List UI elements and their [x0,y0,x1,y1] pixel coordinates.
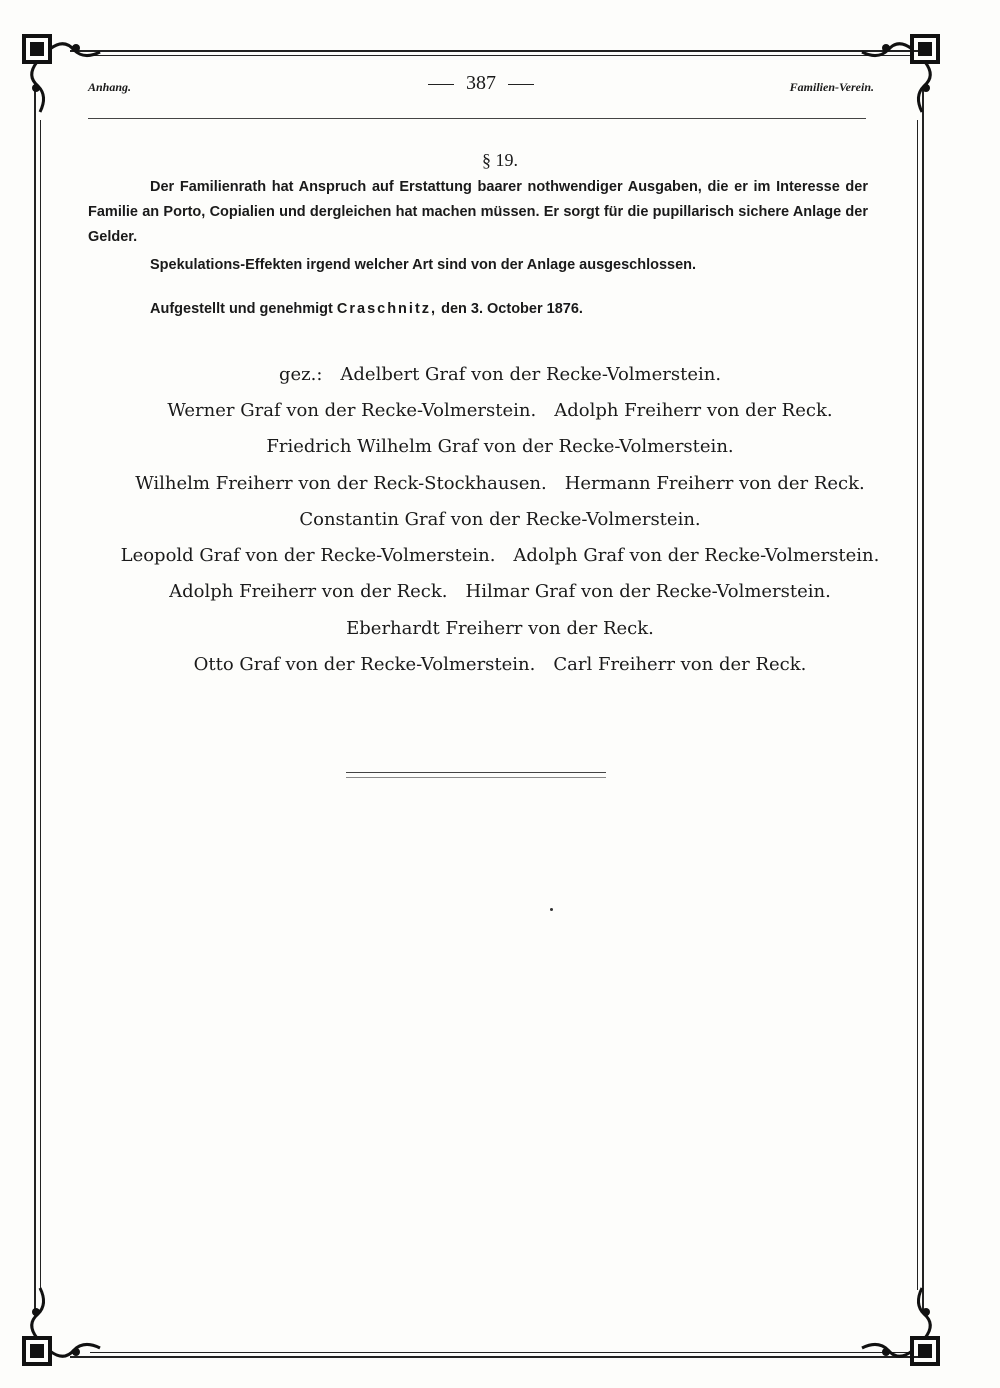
signature-name: Carl Freiherr von der Reck. [553,654,807,675]
signature-line-4 [0,473,1000,494]
frame-bottom-line [70,1356,930,1358]
signature-name: Wilhelm Freiherr von der Reck-Stockhausen. [135,473,547,494]
approval-line [150,301,583,317]
closing-rule [346,772,606,778]
signature-name: Leopold Graf von der Recke-Volmerstein. [120,545,496,566]
section-title: § 19. [482,150,518,170]
page-number-dash-left [428,84,454,85]
signature-name: Werner Graf von der Recke-Volmerstein. [167,400,537,421]
frame-right-line [922,90,924,1310]
page-number: 387 [466,72,496,94]
signature-line-3 [0,436,1000,457]
signature-name: Eberhardt Freiherr von der Reck. [346,618,654,639]
approval-prefix: Aufgestellt und genehmigt [150,301,333,317]
approval-date: den 3. October 1876. [441,301,583,317]
approval-place: Craschnitz, [336,301,438,317]
frame-top-line-inner [90,55,910,56]
frame-right-line-inner [917,120,918,1290]
paragraph-speculation: Spekulations-Effekten irgend welcher Art sind von der Anlage ausgeschlossen. [150,257,697,273]
ornament-bottom-right-icon [856,1282,948,1374]
header-chapter-name: Familien-Verein. [789,80,874,94]
frame-left-line [34,90,36,1310]
signature-name: Hilmar Graf von der Recke-Volmerstein. [465,581,831,602]
signature-prefix: gez.: [278,364,323,385]
signature-name: Adolph Freiherr von der Reck. [169,581,448,602]
frame-top-line [70,50,930,52]
signature-name: Constantin Graf von der Recke-Volmerstein. [299,509,701,530]
page-number-block [88,72,874,95]
header-rule [88,118,866,119]
signature-name: Adolph Graf von der Recke-Volmerstein. [513,545,880,566]
signature-line-6 [0,545,1000,566]
signature-name: Otto Graf von der Recke-Volmerstein. [193,654,536,675]
signature-line-5 [0,509,1000,530]
signature-name: Adolph Freiherr von der Reck. [554,400,833,421]
running-header [88,72,874,104]
signature-name: Adelbert Graf von der Recke-Volmerstein. [340,364,722,385]
signature-line-9 [0,654,1000,675]
frame-left-line-inner [40,120,41,1290]
paragraph-expenses-text: Der Familienrath hat Anspruch auf Erstattung baarer nothwendiger Ausgaben, die er im Interesse der Familie an Porto, Copialien und dergleichen hat machen müssen. Er sorgt für die pupillarisch sichere Anlage der Gelder. [88,179,868,245]
signature-line-8 [0,618,1000,639]
signature-name: Hermann Freiherr von der Reck. [564,473,865,494]
paragraph-expenses [88,175,868,250]
signature-line-1 [0,364,1000,385]
header-section-name: Anhang. [88,80,132,94]
ornament-bottom-left-icon [14,1282,106,1374]
signature-name: Friedrich Wilhelm Graf von der Recke-Volmerstein. [266,436,734,457]
ink-speck [550,908,553,911]
frame-bottom-line-inner [90,1352,910,1353]
page-number-dash-right [508,84,534,85]
signature-line-2 [0,400,1000,421]
signature-line-7 [0,581,1000,602]
